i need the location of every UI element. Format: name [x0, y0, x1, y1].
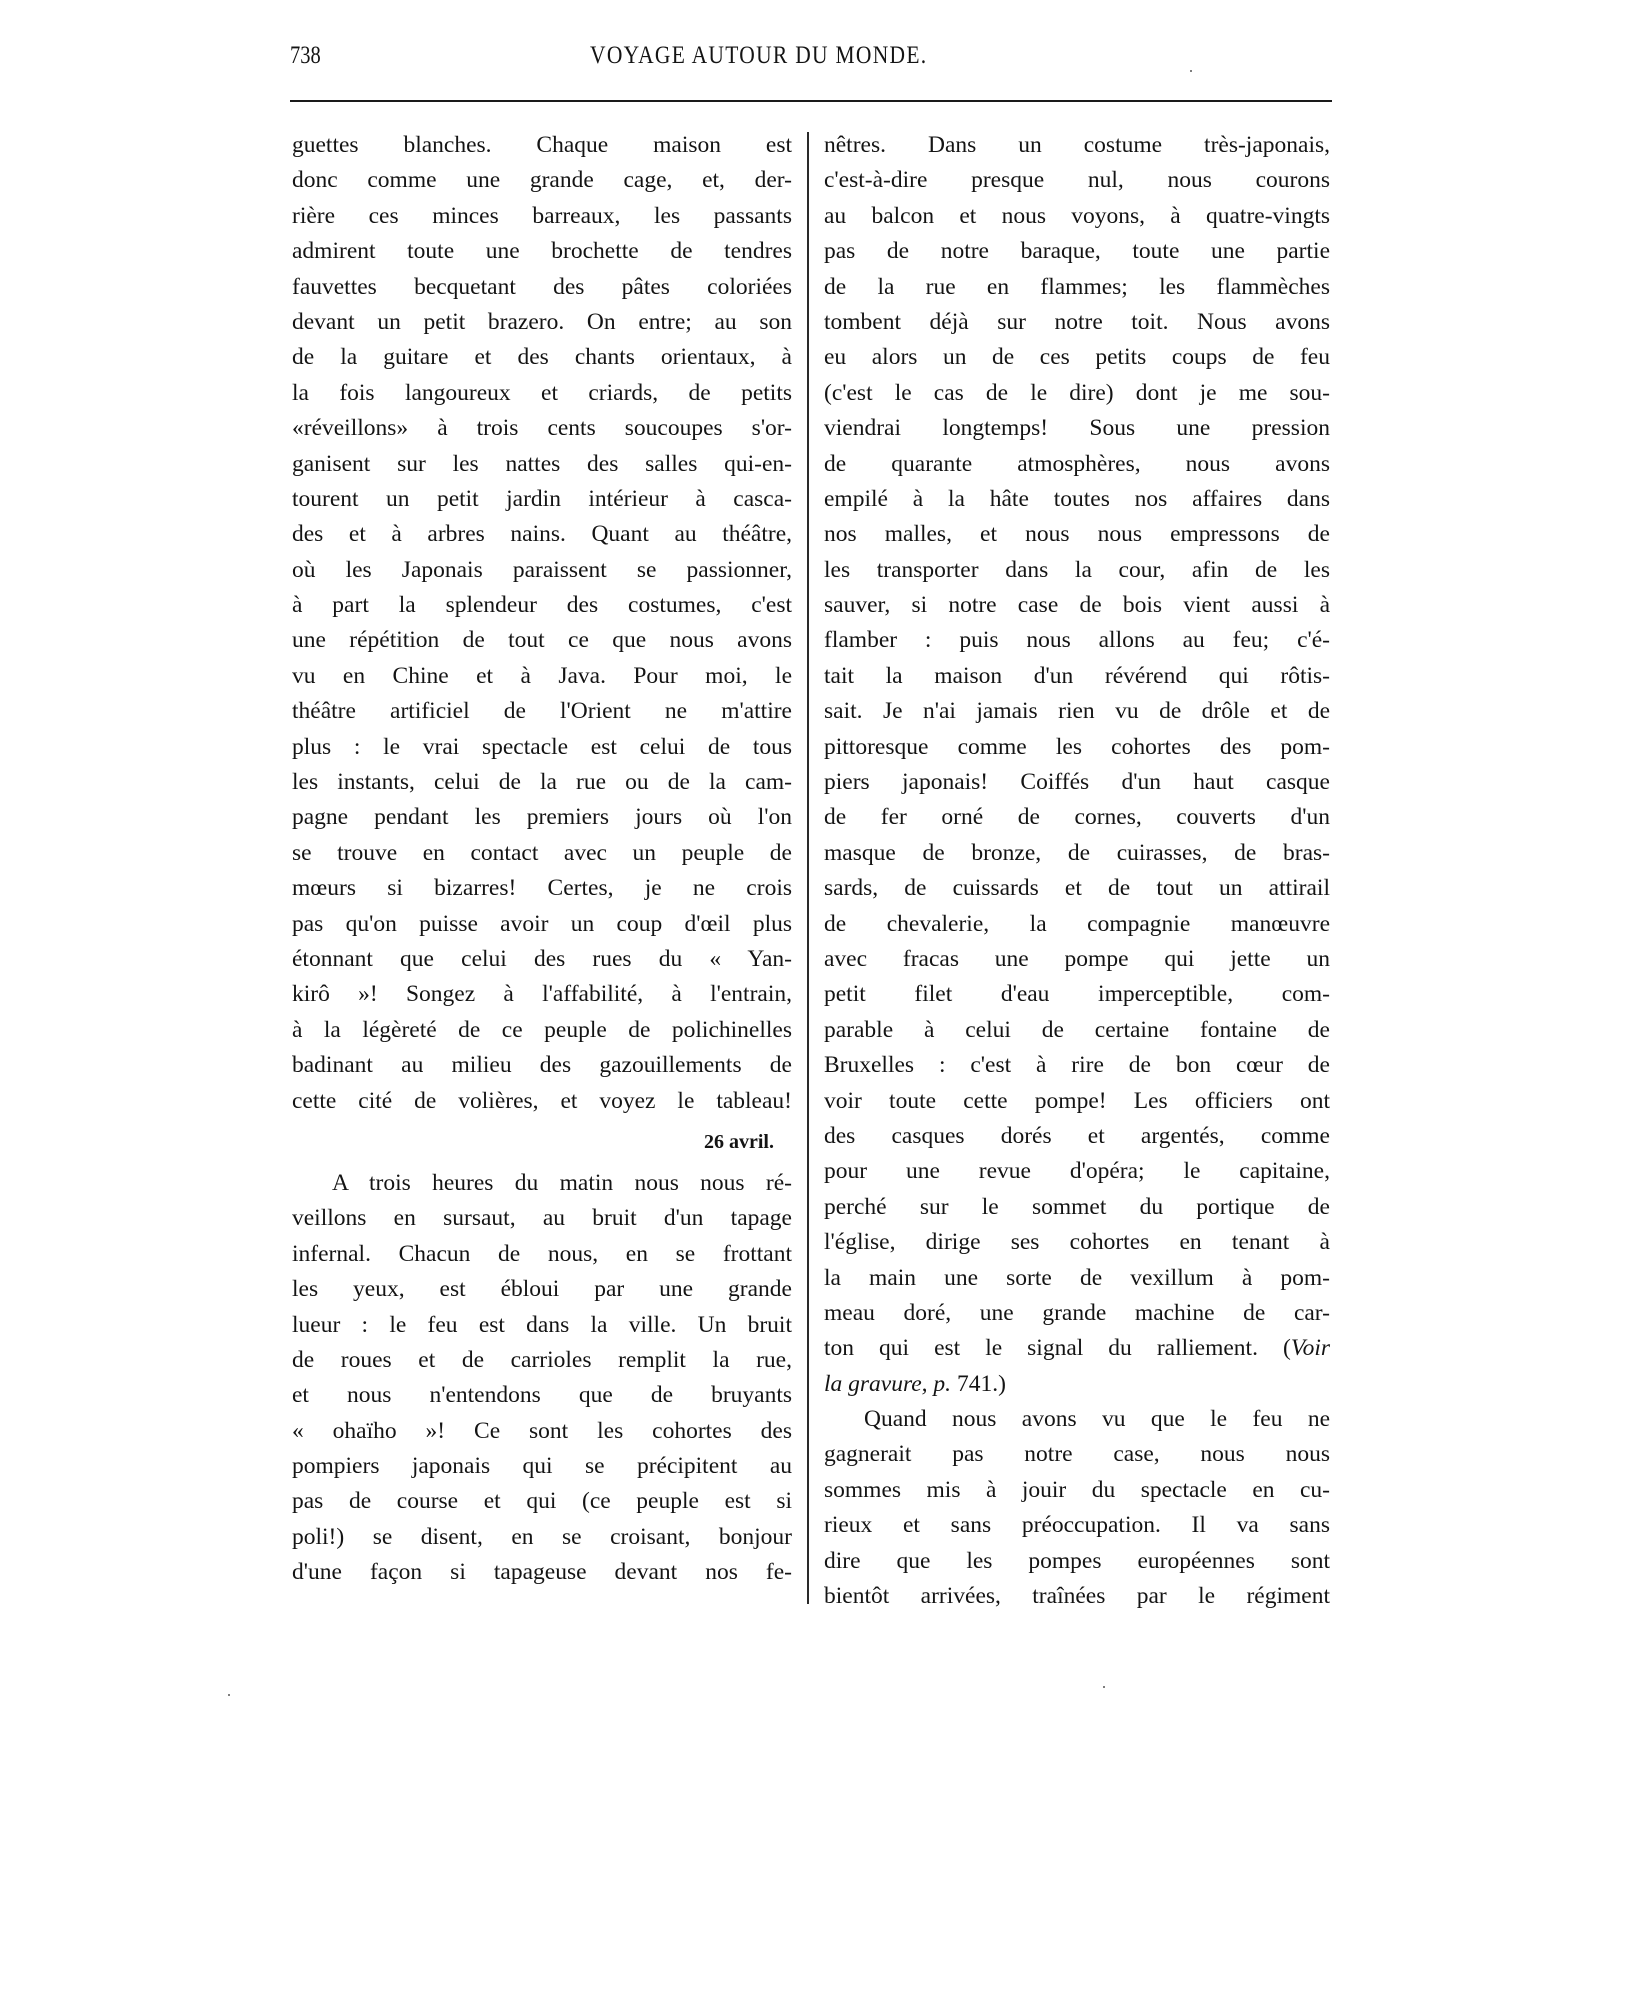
right-column [824, 128, 1330, 1614]
text-line: eu alors un de ces petits coups de feu [824, 344, 1330, 371]
text-line: gagnerait pas notre case, nous nous [824, 1441, 1330, 1468]
text-line: parable à celui de certaine fontaine de [824, 1016, 1330, 1043]
text-line: de la rue en flammes; les flammèches [824, 273, 1330, 300]
text-line: des et à arbres nains. Quant au théâtre, [292, 521, 792, 548]
text-line: pittoresque comme les cohortes des pom- [824, 733, 1330, 760]
column-divider [807, 132, 809, 1604]
text-line: nêtres. Dans un costume très-japonais, [824, 132, 1330, 158]
text-line: à la légèreté de ce peuple de polichinelles [292, 1016, 792, 1043]
text-line: cette cité de volières, et voyez le tableau! [292, 1087, 792, 1114]
text-line: ganisent sur les nattes des salles qui-en- [292, 450, 792, 477]
reference-page: 741.) [951, 1370, 1006, 1397]
text-line: nos malles, et nous nous empressons de [824, 521, 1330, 548]
left-column [292, 128, 792, 1591]
paragraph [292, 128, 792, 1119]
text-line: mœurs si bizarres! Certes, je ne crois [292, 875, 792, 902]
text-line: « ohaïho »! Ce sont les cohortes des [292, 1417, 792, 1444]
text-line: pompiers japonais qui se précipitent au [292, 1453, 792, 1480]
text-line: l'église, dirige ses cohortes en tenant à [824, 1229, 1330, 1256]
page-number: 738 [290, 42, 321, 69]
paragraph [824, 128, 1330, 1367]
text-line: à part la splendeur des costumes, c'est [292, 592, 792, 619]
text-line: poli!) se disent, en se croisant, bonjour [292, 1523, 792, 1550]
text-line: A trois heures du matin nous nous ré- [332, 1169, 792, 1196]
running-title: VOYAGE AUTOUR DU MONDE. [590, 42, 928, 69]
text-line: sait. Je n'ai jamais rien vu de drôle et de [824, 698, 1330, 725]
page-header [290, 38, 1330, 78]
text-line: les yeux, est ébloui par une grande [292, 1276, 792, 1303]
paragraph [824, 1402, 1330, 1614]
print-speck [1190, 70, 1192, 72]
text-line: guettes blanches. Chaque maison est [292, 132, 792, 158]
text-line: les transporter dans la cour, afin de les [824, 556, 1330, 583]
text-line: au balcon et nous voyons, à quatre-vingts [824, 202, 1330, 229]
text-line: veillons en sursaut, au bruit d'un tapage [292, 1205, 792, 1232]
text-line: de chevalerie, la compagnie manœuvre [824, 910, 1330, 937]
line-text: ton qui est le signal du ralliement. ( [824, 1335, 1291, 1362]
reference-italic: Voir [1290, 1335, 1330, 1362]
text-line: pagne pendant les premiers jours où l'on [292, 804, 792, 831]
text-line: tait la maison d'un révérend qui rôtis- [824, 662, 1330, 689]
text-line: rière ces minces barreaux, les passants [292, 202, 792, 229]
text-line: des casques dorés et argentés, comme [824, 1122, 1330, 1149]
header-rule [290, 100, 1332, 102]
text-line: pas de course et qui (ce peuple est si [292, 1488, 792, 1515]
text-line: de fer orné de cornes, couverts d'un [824, 804, 1330, 831]
text-line: et nous n'entendons que de bruyants [292, 1382, 792, 1409]
reference-italic: la gravure, p. [824, 1370, 952, 1397]
text-line: vu en Chine et à Java. Pour moi, le [292, 662, 792, 689]
text-line: masque de bronze, de cuirasses, de bras- [824, 839, 1330, 866]
text-line: de la guitare et des chants orientaux, à [292, 344, 792, 371]
text-line: une répétition de tout ce que nous avons [292, 627, 792, 654]
text-line: de quarante atmosphères, nous avons [824, 450, 1330, 477]
text-line: dire que les pompes européennes sont [824, 1547, 1330, 1574]
text-line: d'une façon si tapageuse devant nos fe- [292, 1559, 792, 1586]
text-line: meau doré, une grande machine de car- [824, 1299, 1330, 1326]
text-line: infernal. Chacun de nous, en se frottant [292, 1240, 792, 1267]
text-line: Bruxelles : c'est à rire de bon cœur de [824, 1052, 1330, 1079]
text-line: voir toute cette pompe! Les officiers ont [824, 1087, 1330, 1114]
print-speck [228, 1694, 230, 1696]
engraving-reference [824, 1367, 1330, 1402]
text-line: Quand nous avons vu que le feu ne [864, 1406, 1330, 1433]
text-line: les instants, celui de la rue ou de la cam- [292, 769, 792, 796]
text-line: petit filet d'eau imperceptible, com- [824, 981, 1330, 1008]
text-line: viendrai longtemps! Sous une pression [824, 415, 1330, 442]
text-line: de roues et de carrioles remplit la rue, [292, 1346, 792, 1373]
text-line: où les Japonais paraissent se passionner, [292, 556, 792, 583]
text-line: devant un petit brazero. On entre; au son [292, 308, 792, 335]
text-line: étonnant que celui des rues du « Yan- [292, 945, 792, 972]
text-line: rieux et sans préoccupation. Il va sans [824, 1512, 1330, 1539]
text-line: perché sur le sommet du portique de [824, 1193, 1330, 1220]
text-line: admirent toute une brochette de tendres [292, 238, 792, 265]
text-line: (c'est le cas de le dire) dont je me sou- [824, 379, 1330, 406]
text-line: sards, de cuissards et de tout un attirail [824, 875, 1330, 902]
text-line [824, 1331, 1330, 1366]
text-line: empilé à la hâte toutes nos affaires dans [824, 485, 1330, 512]
text-line: donc comme une grande cage, et, der- [292, 167, 792, 194]
text-line: lueur : le feu est dans la ville. Un bruit [292, 1311, 792, 1338]
text-line: tombent déjà sur notre toit. Nous avons [824, 308, 1330, 335]
date-heading: 26 avril. [704, 1130, 774, 1153]
text-line: plus : le vrai spectacle est celui de tous [292, 733, 792, 760]
paragraph [292, 1166, 792, 1591]
text-line: tourent un petit jardin intérieur à casca- [292, 485, 792, 512]
text-line: fauvettes becquetant des pâtes coloriées [292, 273, 792, 300]
text-line: sauver, si notre case de bois vient aussi à [824, 592, 1330, 619]
print-speck [1103, 1686, 1105, 1688]
text-line: piers japonais! Coiffés d'un haut casque [824, 769, 1330, 796]
text-line: flamber : puis nous allons au feu; c'é- [824, 627, 1330, 654]
text-line: avec fracas une pompe qui jette un [824, 945, 1330, 972]
text-line: la fois langoureux et criards, de petits [292, 379, 792, 406]
text-line: la main une sorte de vexillum à pom- [824, 1264, 1330, 1291]
text-line: pour une revue d'opéra; le capitaine, [824, 1158, 1330, 1185]
text-line: pas de notre baraque, toute une partie [824, 238, 1330, 265]
text-line: se trouve en contact avec un peuple de [292, 839, 792, 866]
text-line: kirô »! Songez à l'affabilité, à l'entrain, [292, 981, 792, 1008]
text-line: c'est-à-dire presque nul, nous courons [824, 167, 1330, 194]
text-line: badinant au milieu des gazouillements de [292, 1052, 792, 1079]
text-line: pas qu'on puisse avoir un coup d'œil plus [292, 910, 792, 937]
text-line: «réveillons» à trois cents soucoupes s'or- [292, 415, 792, 442]
text-line: théâtre artificiel de l'Orient ne m'attire [292, 698, 792, 725]
text-line: sommes mis à jouir du spectacle en cu- [824, 1476, 1330, 1503]
text-line: bientôt arrivées, traînées par le régiment [824, 1583, 1330, 1610]
